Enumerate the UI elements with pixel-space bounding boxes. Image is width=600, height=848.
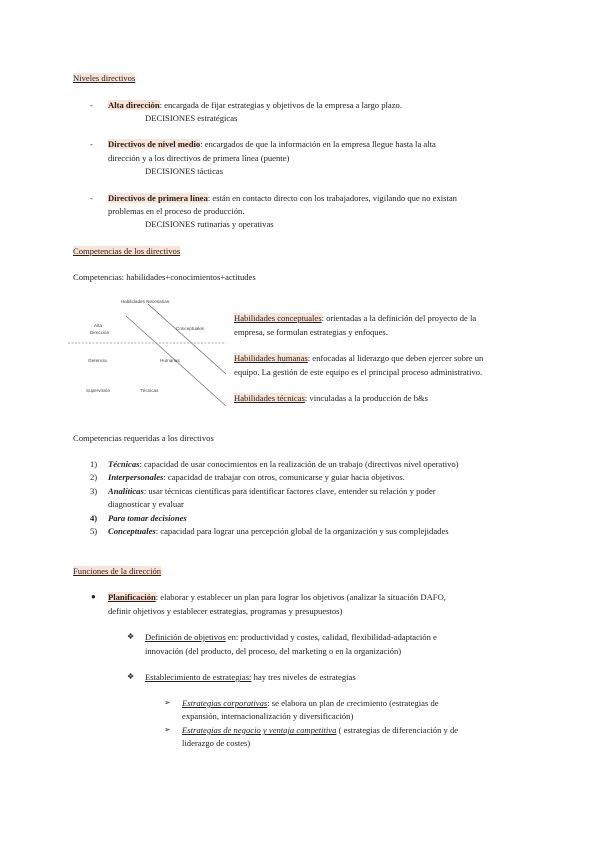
definicion-line: innovación (del producto, del proceso, del marketing o en la organización) xyxy=(145,646,402,656)
diagram-label-tecnicas: Técnicas xyxy=(140,388,159,393)
requerida-line: diagnosticar y evaluar xyxy=(108,499,184,509)
decision-type: DECISIONES rutinarias y operativas xyxy=(145,219,274,229)
bullet-icon: ● xyxy=(91,592,96,601)
habilidad-conceptuales: Habilidades conceptuales: orientadas a la definición del proyecto de la xyxy=(234,313,477,323)
estrategias-corporativas: Estrategias corporativas: se elabora un plan de crecimiento (estrategias de xyxy=(182,698,439,708)
competencias-intro: Competencias: habilidades+conocimientos+actitudes xyxy=(73,272,256,282)
estrategias-negocio: Estrategias de negocio y ventaja competitiva ( estrategias de diferenciación y de xyxy=(182,725,459,735)
estrategias-line: expansión, internacionalización y diversificación) xyxy=(182,711,354,721)
list-bullet: - xyxy=(90,139,93,149)
section-heading-niveles: Niveles directivos xyxy=(73,73,136,83)
diagram-label-gerencia: Gerencia xyxy=(88,358,107,363)
habilidades-diagram xyxy=(68,296,226,406)
funcion-line: definir objetivos y establecer estrategias, programas y presupuestos) xyxy=(108,606,343,616)
section-heading-funciones: Funciones de la dirección xyxy=(73,566,162,576)
diagram-label-humanas: Humanas xyxy=(160,358,180,363)
decision-type: DECISIONES tácticas xyxy=(145,166,224,176)
decision-type: DECISIONES estratégicas xyxy=(145,113,238,123)
requerida-tecnicas: Técnicas: capacidad de usar conocimientos en la realización de un trabajo (directivos nivel operativo) xyxy=(108,459,459,469)
list-number: 5) xyxy=(90,526,98,536)
establecimiento-estrategias: Establecimiento de estrategias: hay tres niveles de estrategias xyxy=(145,672,356,682)
habilidad-humanas: Habilidades humanas: enfocadas al liderazgo que deben ejercer sobre un xyxy=(234,353,484,363)
habilidad-tecnicas: Habilidades técnicas: vinculadas a la producción de b&s xyxy=(234,393,429,403)
diagram-label-direccion: Dirección xyxy=(90,330,110,335)
list-bullet: - xyxy=(90,193,93,203)
diamond-bullet-icon: ❖ xyxy=(127,672,135,681)
requerida-interpersonales: Interpersonales: capacidad de trabajar con otros, comunicarse y guiar hacia objetivos. xyxy=(108,472,405,482)
section-heading-competencias: Competencias de los directivos xyxy=(73,246,181,256)
arrow-bullet-icon: ➢ xyxy=(164,725,171,734)
habilidad-line: empresa, se formulan estrategias y enfoques. xyxy=(234,327,388,337)
diagram-label-conceptuales: Conceptuales xyxy=(176,326,205,331)
funcion-planificacion: Planificación: elaborar y establecer un plan para lograr los objetivos (analizar la situación DAFO, xyxy=(108,592,446,602)
list-bullet: - xyxy=(90,100,93,110)
list-item-nivel-medio: Directivos de nivel medio: encargados de que la información en la empresa llegue hasta la alta xyxy=(108,139,436,149)
list-item-line: dirección y a los directivos de primera línea (puente) xyxy=(108,153,290,163)
habilidad-line: equipo. La gestión de este equipo es el principal proceso administrativo. xyxy=(234,367,483,377)
requerida-decisiones: Para tomar decisiones xyxy=(108,513,187,523)
diagram-title: Habilidades Necesarias xyxy=(120,299,170,304)
list-item-primera-linea: Directivos de primera línea: están en contacto directo con los trabajadores, vigilando que no existan xyxy=(108,193,457,203)
definicion-objetivos: Definición de objetivos en: productividad y costes, calidad, flexibilidad-adaptación e xyxy=(145,632,437,642)
list-item-line: problemas en el proceso de producción. xyxy=(108,206,245,216)
diagram-label-alta: Alta xyxy=(94,323,102,328)
requerida-analiticas: Analíticas: usar técnicas científicas para identificar factores clave, entender su relación y poder xyxy=(108,486,436,496)
diagram-diagonal xyxy=(148,304,226,374)
list-number: 2) xyxy=(90,472,98,482)
list-number: 4) xyxy=(90,513,98,523)
list-item-alta-direccion: Alta dirección: encargada de fijar estrategias y objetivos de la empresa a largo plazo. xyxy=(108,100,402,110)
requerida-conceptuales: Conceptuales: capacidad para lograr una percepción global de la organización y sus complejidades xyxy=(108,526,449,536)
requeridas-title: Competencias requeridas a los directivos xyxy=(73,433,214,443)
diamond-bullet-icon: ❖ xyxy=(127,632,135,641)
diagram-label-supervision: Supervisión xyxy=(86,388,111,393)
estrategias-line: liderazgo de costes) xyxy=(182,738,251,748)
arrow-bullet-icon: ➢ xyxy=(164,698,171,707)
list-number: 1) xyxy=(90,459,98,469)
list-number: 3) xyxy=(90,486,98,496)
